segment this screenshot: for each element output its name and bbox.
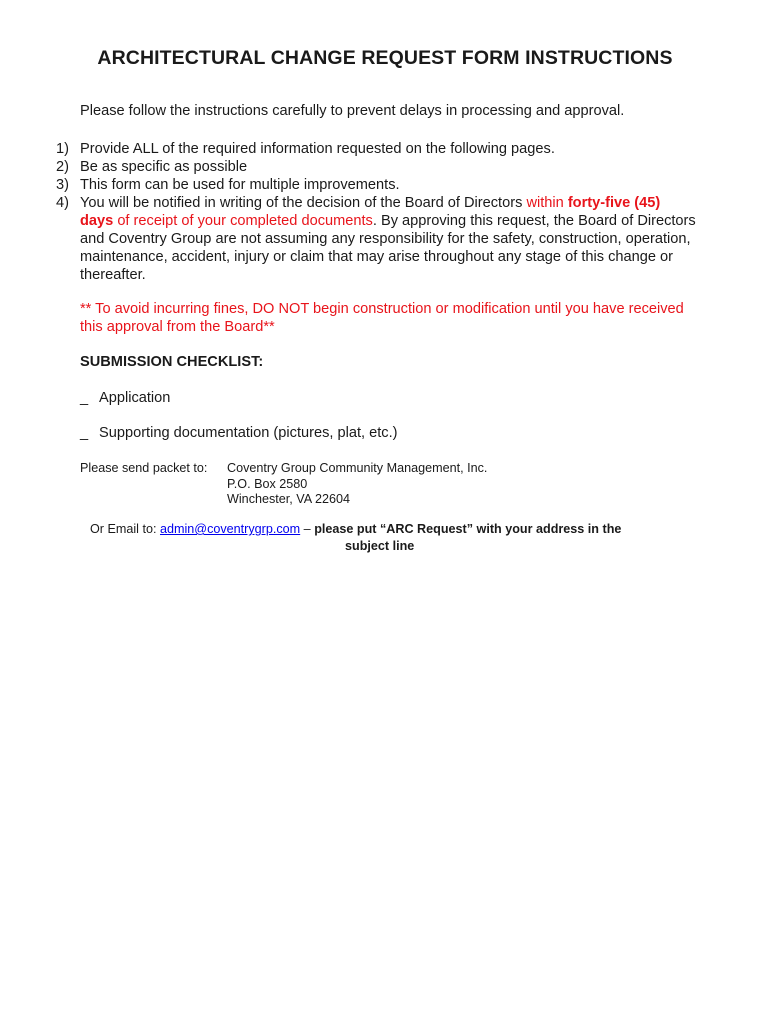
checklist-item-supporting-docs [80, 425, 398, 441]
send-label: Please send packet to: [80, 461, 208, 475]
instruction-text: Provide ALL of the required information requested on the following pages. [80, 141, 555, 157]
instruction-list [56, 140, 696, 284]
deadline-text: within [526, 195, 568, 211]
checkbox-blank: _ [80, 390, 89, 406]
instruction-text: Be as specific as possible [80, 159, 248, 175]
mailing-address-block [80, 461, 487, 508]
instruction-text [80, 194, 696, 284]
notification-text: You will be notified in writing of the decision of the Board of Directors [80, 195, 527, 211]
instruction-item [56, 158, 696, 176]
intro-text: Please follow the instructions carefully to prevent delays in processing and approval. [80, 103, 625, 119]
checkbox-blank: _ [80, 425, 89, 441]
fines-warning: ** To avoid incurring fines, DO NOT begin construction or modification until you have received this approval from the Board** [80, 301, 684, 335]
checklist-item-label: Supporting documentation (pictures, plat, etc.) [99, 425, 398, 441]
address-line: P.O. Box 2580 [227, 476, 308, 491]
instruction-number: 2) [56, 159, 69, 175]
address-line: Coventry Group Community Management, Inc. [227, 461, 488, 475]
page-title: ARCHITECTURAL CHANGE REQUEST FORM INSTRUCTIONS [97, 47, 673, 69]
address-line: Winchester, VA 22604 [227, 492, 350, 506]
deadline-text-cont: of receipt of your completed documents [113, 213, 373, 229]
instruction-number: 3) [56, 177, 69, 193]
instruction-number: 1) [56, 141, 69, 157]
email-prefix: Or Email to: [90, 522, 160, 536]
email-instruction [90, 521, 690, 555]
subject-note: please put “ARC Request” with your address in the [314, 522, 622, 536]
instruction-item [56, 194, 696, 284]
instruction-item [56, 140, 696, 158]
instruction-text: This form can be used for multiple improvements. [80, 177, 400, 193]
deadline-emphasis: forty-five (45) days [80, 195, 661, 229]
subject-note-cont: subject line [345, 539, 415, 553]
liability-text: . By approving this request, the Board of Directors and Coventry Group are not assuming any responsibility for the safety, construction, operation, maintenance, accident, injury or claim that may arise throughout any stage of this change or thereafter. [80, 213, 696, 283]
mailing-address [227, 461, 487, 508]
email-dash: – [300, 522, 315, 536]
checklist-item-label: Application [99, 390, 171, 406]
instruction-number: 4) [56, 195, 69, 211]
checklist-heading: SUBMISSION CHECKLIST: [80, 354, 264, 370]
checklist-item-application [80, 390, 170, 406]
email-link[interactable]: admin@coventrygrp.com [159, 522, 301, 536]
instruction-item [56, 176, 696, 194]
